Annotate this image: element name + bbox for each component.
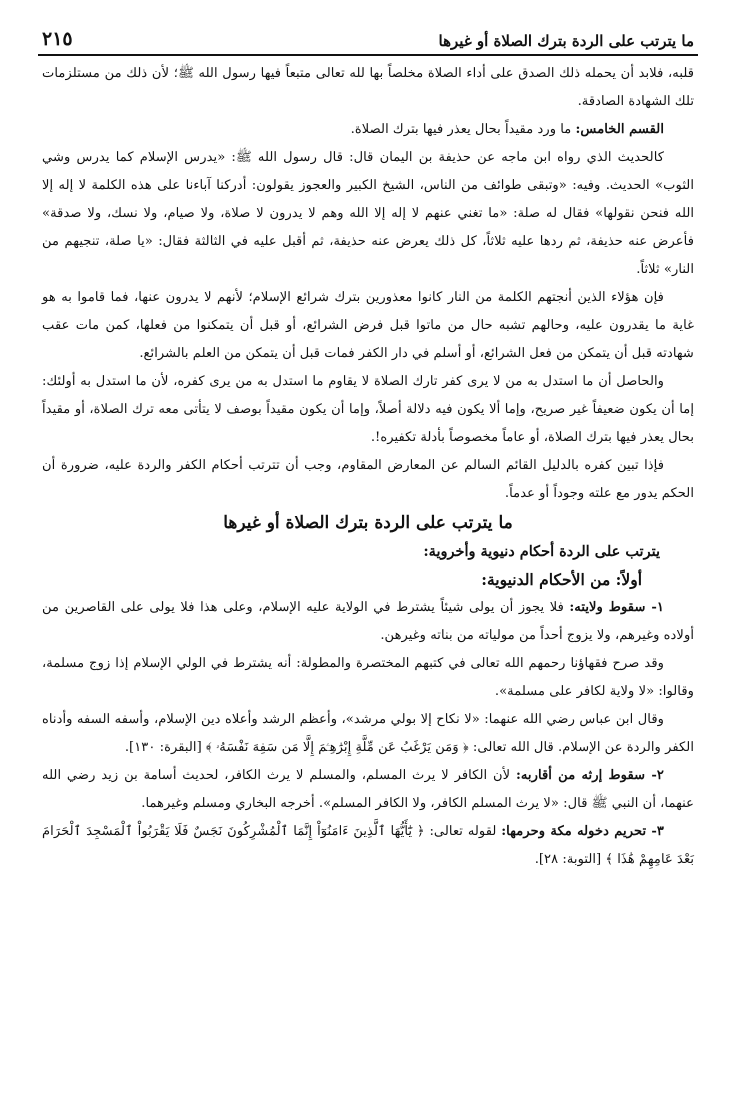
paragraph bbox=[42, 60, 694, 116]
paragraph-text: فلا يجوز أن يولى شيئاً يشترط في الولاية عليه الإسلام، وعلى هذا فلا يولى على القاصرين من أولاده وغيرهم، ولا يزوج أحداً من مولياته من بناته وغيرهن. bbox=[42, 600, 694, 643]
subheading bbox=[42, 538, 694, 566]
paragraph bbox=[42, 762, 694, 818]
paragraph-text: ما يترتب على الردة بترك الصلاة أو غيرها bbox=[223, 513, 513, 533]
paragraph-text: قلبه، فلابد أن يحمله ذلك الصدق على أداء الصلاة مخلصاً بها لله تعالى متبعاً فيها رسول الله ﷺ؛ لأن ذلك من مستلزمات تلك الشهادة الصادقة. bbox=[42, 66, 694, 109]
paragraph-text: فإذا تبين كفره بالدليل القائم السالم عن المعارض المقاوم، وجب أن تترتب أحكام الكفر والردة عليه، ضرورة أن الحكم يدور مع علته وجوداً أو عدماً. bbox=[42, 458, 694, 501]
paragraph-lead: ١- سقوط ولايته: bbox=[569, 600, 664, 615]
paragraph-text: ما ورد مقيداً بحال يعذر فيها بترك الصلاة. bbox=[350, 122, 576, 137]
page-body bbox=[38, 56, 698, 874]
paragraph-text: يترتب على الردة أحكام دنيوية وأخروية: bbox=[423, 543, 660, 560]
paragraph bbox=[42, 706, 694, 762]
running-title: ما يترتب على الردة بترك الصلاة أو غيرها bbox=[438, 32, 694, 50]
paragraph-text: أولاً: من الأحكام الدنيوية: bbox=[481, 570, 642, 589]
paragraph bbox=[42, 116, 694, 144]
page-header bbox=[38, 28, 698, 56]
paragraph bbox=[42, 452, 694, 508]
paragraph bbox=[42, 144, 694, 284]
paragraph-lead: ٣- تحريم دخوله مكة وحرمها: bbox=[501, 824, 664, 839]
paragraph-lead: القسم الخامس: bbox=[575, 122, 664, 137]
paragraph bbox=[42, 368, 694, 452]
paragraph-text: لقوله تعالى: ﴿ يَٰٓأَيُّهَا ٱلَّذِينَ ءَامَنُوٓاْ إِنَّمَا ٱلْمُشْرِكُونَ نَجَسٌ فَلَا يَقْرَبُواْ ٱلْمَسْجِدَ ٱلْحَرَامَ بَعْدَ عَامِهِمْ هَٰذَا ﴾ [التوبة: ٢٨]. bbox=[42, 824, 694, 867]
paragraph bbox=[42, 650, 694, 706]
section-heading bbox=[42, 508, 694, 538]
paragraph-text: والحاصل أن ما استدل به من لا يرى كفر تارك الصلاة لا يقاوم ما استدل به من يرى كفره، لأن ما استدل به أولئك: إما أن يكون ضعيفاً غير صريح، وإما ألا يكون فيه دلالة أصلاً، وإما أن يكون مقيداً بوصف لا يتأتى معه ترك الصلاة، أو مقيداً بحال يعذر فيها بترك الصلاة، أو عاماً مخصوصاً بأدلة تكفيره!. bbox=[42, 374, 694, 445]
paragraph-text: لأن الكافر لا يرث المسلم، والمسلم لا يرث الكافر، لحديث أسامة بن زيد رضي الله عنهما، أن النبي ﷺ قال: «لا يرث المسلم الكافر، ولا الكافر المسلم». أخرجه البخاري ومسلم وغيرهما. bbox=[42, 768, 694, 811]
paragraph bbox=[42, 284, 694, 368]
paragraph-text: وقال ابن عباس رضي الله عنهما: «لا نكاح إلا بولي مرشد»، وأعظم الرشد وأعلاه دين الإسلام، وأسفه السفه وأدناه الكفر والردة عن الإسلام. قال الله تعالى: ﴿ وَمَن يَرْغَبُ عَن مِّلَّةِ إِبْرَٰهِـۧمَ إِلَّا مَن سَفِهَ نَفْسَهُۥ ﴾ [البقرة: ١٣٠]. bbox=[42, 712, 694, 755]
paragraph bbox=[42, 594, 694, 650]
paragraph-text: فإن هؤلاء الذين أنجتهم الكلمة من النار كانوا معذورين بترك شرائع الإسلام؛ لأنهم لا يدرون عنها، فما قاموا به هو غاية ما يقدرون عليه، وحالهم تشبه حال من ماتوا قبل فرض الشرائع، أو قبل أن يتمكنوا من فعلها، كمن مات عقب شهادته قبل أن يتمكن من فعل الشرائع، أو أسلم في دار الكفر فمات قبل أن يتمكن من العلم بالشرائع. bbox=[42, 290, 694, 361]
paragraph-text: كالحديث الذي رواه ابن ماجه عن حذيفة بن اليمان قال: قال رسول الله ﷺ: «يدرس الإسلام كما يدرس وشي الثوب» الحديث. وفيه: «وتبقى طوائف من الناس، الشيخ الكبير والعجوز يقولون: أدركنا آباءنا على هذه الكلمة لا إله إلا الله فنحن نقولها» فقال له صلة: «ما تغني عنهم لا إله إلا الله وهم لا يدرون لا صلاة، ولا صيام، ولا نسك، ولا صدقة» فأعرض عنه حذيفة، ثم ردها عليه ثلاثاً، كل ذلك يعرض عنه حذيفة، ثم أقبل عليه في الثالثة فقال: «يا صلة، تنجيهم من النار» ثلاثاً. bbox=[42, 150, 694, 277]
paragraph bbox=[42, 818, 694, 874]
subheading bbox=[42, 566, 694, 594]
paragraph-text: وقد صرح فقهاؤنا رحمهم الله تعالى في كتبهم المختصرة والمطولة: أنه يشترط في الولي الإسلام إذا زوج مسلمة، وقالوا: «لا ولاية لكافر على مسلمة». bbox=[42, 656, 694, 699]
page-number: ٢١٥ bbox=[42, 28, 73, 50]
paragraph-lead: ٢- سقوط إرثه من أقاربه: bbox=[515, 768, 664, 783]
